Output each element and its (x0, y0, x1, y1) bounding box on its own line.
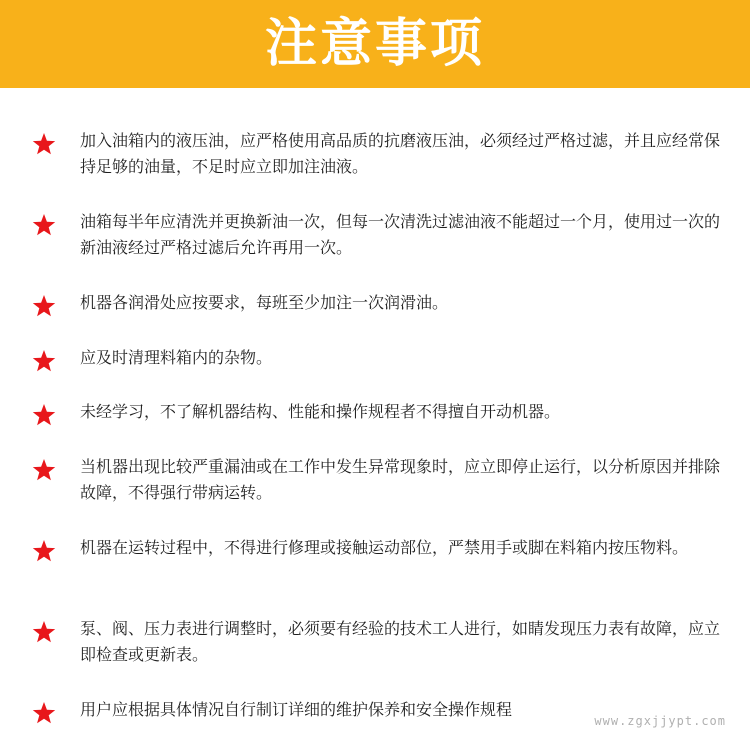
notice-text: 机器各润滑处应按要求，每班至少加注一次润滑油。 (80, 293, 449, 312)
page-title: 注意事项 (264, 14, 485, 74)
notice-text: 油箱每半年应清洗并更换新油一次，但每一次清洗过滤油液不能超过一个月，使用过一次的新油液经过严格过滤后允许再用一次。 (80, 212, 721, 257)
notice-text: 应及时清理料箱内的杂物。 (80, 348, 273, 367)
star-icon (32, 132, 56, 156)
star-icon (32, 620, 56, 644)
watermark: www.zgxjjypt.com (594, 714, 726, 728)
star-icon (32, 213, 56, 237)
star-icon (32, 539, 56, 563)
star-icon (32, 458, 56, 482)
star-icon (32, 349, 56, 373)
star-icon (32, 294, 56, 318)
star-icon (32, 403, 56, 427)
notice-text: 未经学习，不了解机器结构、性能和操作规程者不得擅自开动机器。 (80, 402, 561, 421)
notice-text: 用户应根据具体情况自行制订详细的维护保养和安全操作规程 (80, 700, 513, 719)
notice-text: 泵、阀、压力表进行调整时，必须要有经验的技术工人进行，如睛发现压力表有故障，应立即检查或更新表。 (80, 619, 721, 664)
notice-text: 机器在运转过程中，不得进行修理或接触运动部位，严禁用手或脚在料箱内按压物料。 (80, 538, 689, 557)
notice-text: 加入油箱内的液压油，应严格使用高品质的抗磨液压油，必须经过严格过滤，并且应经常保持足够的油量，不足时应立即加注油液。 (80, 131, 721, 176)
star-icon (32, 701, 56, 725)
notice-text: 当机器出现比较严重漏油或在工作中发生异常现象时，应立即停止运行，以分析原因并排除故障，不得强行带病运转。 (80, 457, 721, 502)
header-banner (0, 0, 750, 88)
